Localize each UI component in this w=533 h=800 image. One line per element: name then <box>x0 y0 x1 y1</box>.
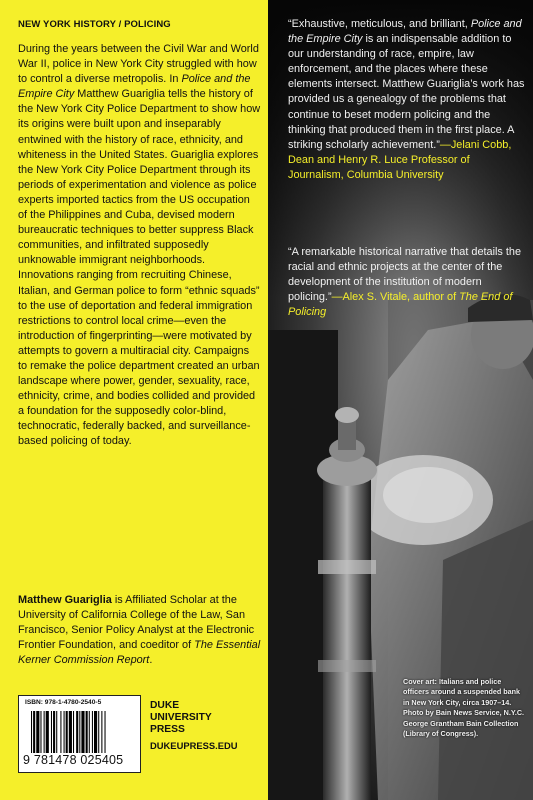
bio-book-title: The Essential Kerner Commission Report <box>18 639 261 667</box>
publisher-line-1: DUKE <box>150 700 180 711</box>
publisher-logo <box>150 700 212 736</box>
category-label: NEW YORK HISTORY / POLICING <box>18 19 171 30</box>
bio-text-2: . <box>149 654 153 667</box>
quote-1 <box>288 17 526 183</box>
author-name: Matthew Guariglia <box>18 594 112 606</box>
publisher-line-3: PRESS <box>150 724 185 735</box>
publisher-line-2: UNIVERSITY <box>150 712 212 723</box>
quote-1-rest: is an indispensable addition to our understanding of race, empire, law enforcement, and the places where these elements intersect. Matthew Guariglia’s work has provided us a genealogy of the problems that continue to beset modern policing and the thinking that produced them in the first place. A striking scholarly achievement.” <box>288 33 525 151</box>
quote-2-book-title: The End of Policing <box>288 291 513 319</box>
barcode-digits: 9 781478 025405 <box>23 753 124 767</box>
author-bio <box>18 593 261 668</box>
bio-text-1: is Affiliated Scholar at the University of California College of the Law, San Francisco, Senior Policy Analyst at the Electronic Frontier Foundation, and coeditor of <box>18 594 255 652</box>
quote-2 <box>288 245 526 320</box>
cover-art-credit: Cover art: Italians and police officers around a suspended bank in New York City, circa 1907–14. Photo by Bain News Service, N.Y.C. George Grantham Bain Collection (Library of Congress). <box>403 677 525 739</box>
quote-1-book-title: Police and the Empire City <box>288 18 522 46</box>
description-part-2: Matthew Guariglia tells the history of the New York City Police Department to show how its origins were built upon and inseparably entwined with the history of race, ethnicity, and whiteness in the United States. Guariglia explores the New York City Police Department through its periods of experimentation and violence as police experts imported tactics from the US occupation of the Philippines and Cuba, devised modern bureaucratic techniques to better suppress Black communities, and infiltrated supposedly unknowable immigrant neighborhoods. Innovations ranging from recruiting Chinese, Italian, and German police to form “ethnic squads” to the use of deportation and federal immigration restrictions to control local crime—even the introduction of fingerprinting—were motivated by attempts to govern a multiracial city. Campaigns to remake the police department created an urban landscape where power, gender, sexuality, race, ethnicity, crime, and bodies collided and provided a foundation for the supposedly color-blind, technocratic, federally backed, and surveillance-based policing of today. <box>18 88 261 448</box>
book-description <box>18 42 261 450</box>
quote-2-attribution: —Alex S. Vitale, author of <box>331 291 460 304</box>
quote-1-attribution: —Jelani Cobb, Dean and Henry R. Luce Professor of Journalism, Columbia University <box>288 138 512 181</box>
barcode-bars <box>31 711 131 753</box>
quote-2-open: “A remarkable historical narrative that details the racial and ethnic projects at the center of the development of the institution of modern policing.” <box>288 246 522 304</box>
photo-panel <box>268 0 533 800</box>
quote-1-open: “Exhaustive, meticulous, and brilliant, <box>288 18 471 30</box>
description-book-title: Police and the Empire City <box>18 73 251 101</box>
description-part-1: During the years between the Civil War and World War II, police in New York City struggled with how to control a diverse metropolis. In <box>18 43 259 86</box>
isbn-label: ISBN: 978-1-4780-2540-5 <box>25 699 102 706</box>
publisher-url: DUKEUPRESS.EDU <box>150 740 238 751</box>
barcode <box>18 695 141 773</box>
